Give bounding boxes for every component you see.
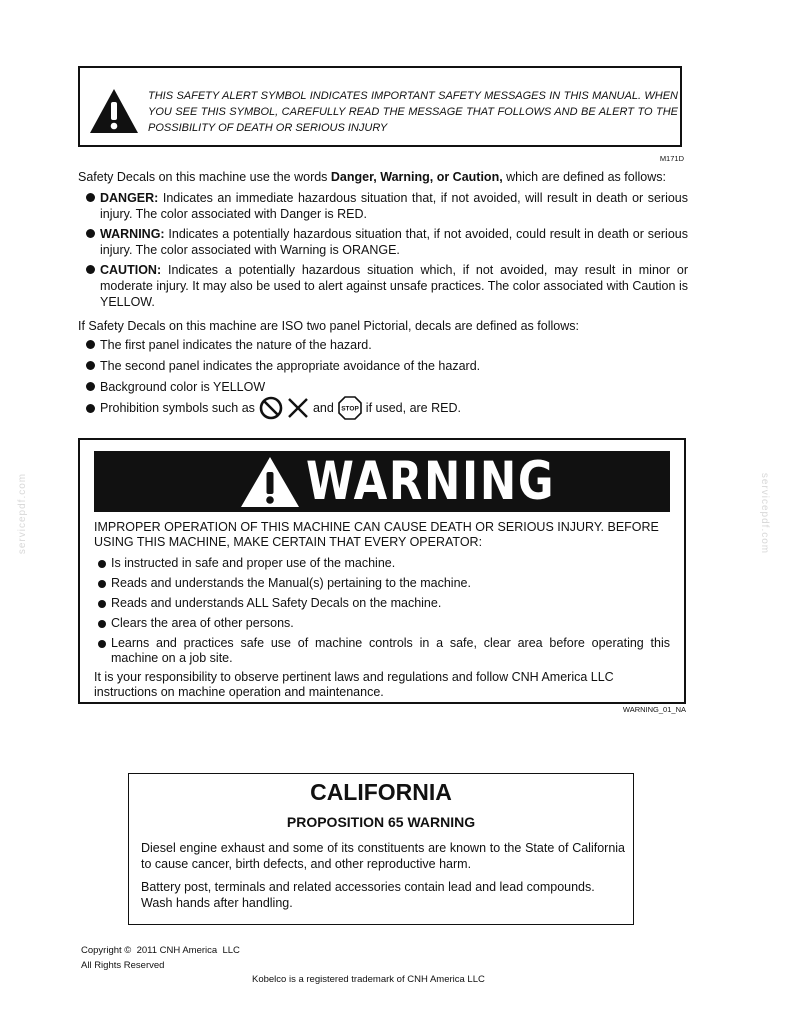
- warning-box: [78, 438, 686, 704]
- bullet-dot: [98, 640, 106, 648]
- warning-item: [98, 576, 670, 592]
- warning-item-text: Clears the area of other persons.: [111, 616, 294, 630]
- bullet-dot: [86, 193, 95, 202]
- bullet-dot: [98, 620, 106, 628]
- danger-term: DANGER:: [100, 191, 159, 205]
- warning-banner-text: WARNING: [306, 451, 556, 512]
- warning-banner: [94, 451, 670, 512]
- watermark-right: servicepdf.com: [759, 472, 771, 555]
- bullet-dot: [86, 404, 95, 413]
- safety-alert-box: [78, 66, 682, 147]
- warning-item-text: Reads and understands the Manual(s) pertaining to the machine.: [111, 576, 471, 590]
- warning-code: WARNING_01_NA: [622, 705, 686, 714]
- iso-item-text: Background color is YELLOW: [100, 380, 266, 394]
- intro-terms: Danger, Warning, or Caution,: [330, 170, 503, 184]
- definition-caution: [86, 262, 688, 312]
- california-title: CALIFORNIA: [310, 779, 452, 805]
- bullet-dot: [98, 580, 106, 588]
- bullet-dot: [98, 600, 106, 608]
- warning-heading: IMPROPER OPERATION OF THIS MACHINE CAN CAUSE DEATH OR SERIOUS INJURY. BEFORE USING THIS MACHINE, MAKE CERTAIN THAT EVERY OPERATOR:: [94, 520, 659, 549]
- stop-sign-label: STOP: [341, 405, 359, 413]
- iso-item: [86, 337, 688, 355]
- california-paragraph-2: Battery post, terminals and related accessories contain lead and lead compounds. Wash hands after handling.: [141, 880, 595, 910]
- caution-text: Indicates a potentially hazardous situation which, if not avoided, may result in minor or moderate injury. It may also be used to alert against unsafe practices. The color associated with Caution is YELLOW.: [100, 263, 688, 309]
- warning-item: [98, 556, 670, 572]
- bullet-dot: [98, 560, 106, 568]
- iso-item: [86, 358, 688, 376]
- safety-alert-icon: [89, 88, 139, 134]
- rights-reserved: All Rights Reserved: [81, 960, 165, 971]
- california-paragraph-1: Diesel engine exhaust and some of its constituents are known to the State of California to cause cancer, birth defects, and other reproductive harm.: [141, 841, 625, 871]
- iso-item-prohibition: [86, 398, 688, 422]
- california-subtitle: PROPOSITION 65 WARNING: [286, 814, 476, 830]
- bullet-dot: [86, 340, 95, 349]
- caution-term: CAUTION:: [100, 263, 162, 277]
- intro-suffix: which are defined as follows:: [502, 170, 666, 184]
- california-box: [128, 773, 634, 925]
- danger-text: Indicates an immediate hazardous situation that, if not avoided, will result in death or serious injury. The color associated with Danger is RED.: [100, 191, 688, 221]
- iso-item: [86, 379, 688, 397]
- x-cross-icon: [287, 397, 309, 419]
- bullet-dot: [86, 382, 95, 391]
- iso-item-text: The first panel indicates the nature of the hazard.: [100, 338, 372, 352]
- warning-item-text: Is instructed in safe and proper use of the machine.: [111, 556, 396, 570]
- prohibition-suffix: if used, are RED.: [365, 401, 461, 415]
- bullet-dot: [86, 361, 95, 370]
- warning-item-text: Learns and practices safe use of machine controls in a safe, clear area before operating this machine on a job site.: [111, 636, 670, 665]
- definitions-intro: [78, 169, 688, 185]
- definition-danger: [86, 190, 688, 224]
- warning-term: WARNING:: [100, 227, 165, 241]
- warning-item: [98, 616, 670, 632]
- bullet-dot: [86, 265, 95, 274]
- watermark-left: servicepdf.com: [17, 472, 29, 555]
- trademark-notice: Kobelco is a registered trademark of CNH America LLC: [252, 974, 485, 985]
- iso-item-text: The second panel indicates the appropriate avoidance of the hazard.: [100, 359, 481, 373]
- iso-intro: If Safety Decals on this machine are ISO two panel Pictorial, decals are defined as follows:: [78, 319, 579, 333]
- prohibition-prefix: Prohibition symbols such as: [100, 401, 255, 415]
- warning-triangle-icon: [239, 455, 301, 509]
- definition-warning: [86, 226, 688, 260]
- stop-sign-icon: [338, 396, 362, 420]
- warning-footer: It is your responsibility to observe pertinent laws and regulations and follow CNH America LLC instructions on machine operation and maintenance.: [94, 670, 614, 699]
- warning-item: [98, 596, 670, 612]
- prohibition-and: and: [312, 401, 334, 415]
- intro-prefix: Safety Decals on this machine use the words: [78, 170, 331, 184]
- no-entry-circle-icon: [259, 396, 283, 420]
- warning-text: Indicates a potentially hazardous situation that, if not avoided, could result in death or serious injury. The color associated with Warning is ORANGE.: [100, 227, 688, 257]
- warning-item-text: Reads and understands ALL Safety Decals on the machine.: [111, 596, 442, 610]
- alert-code: M171D: [659, 154, 684, 163]
- copyright: Copyright © 2011 CNH America LLC: [81, 945, 240, 956]
- bullet-dot: [86, 229, 95, 238]
- warning-item: [98, 636, 670, 668]
- safety-alert-text: THIS SAFETY ALERT SYMBOL INDICATES IMPORTANT SAFETY MESSAGES IN THIS MANUAL. WHEN YOU SEE THIS SYMBOL, CAREFULLY READ THE MESSAGE THAT FOLLOWS AND BE ALERT TO THE POSSIBILITY OF DEATH OR SERIOUS INJURY: [148, 90, 678, 134]
